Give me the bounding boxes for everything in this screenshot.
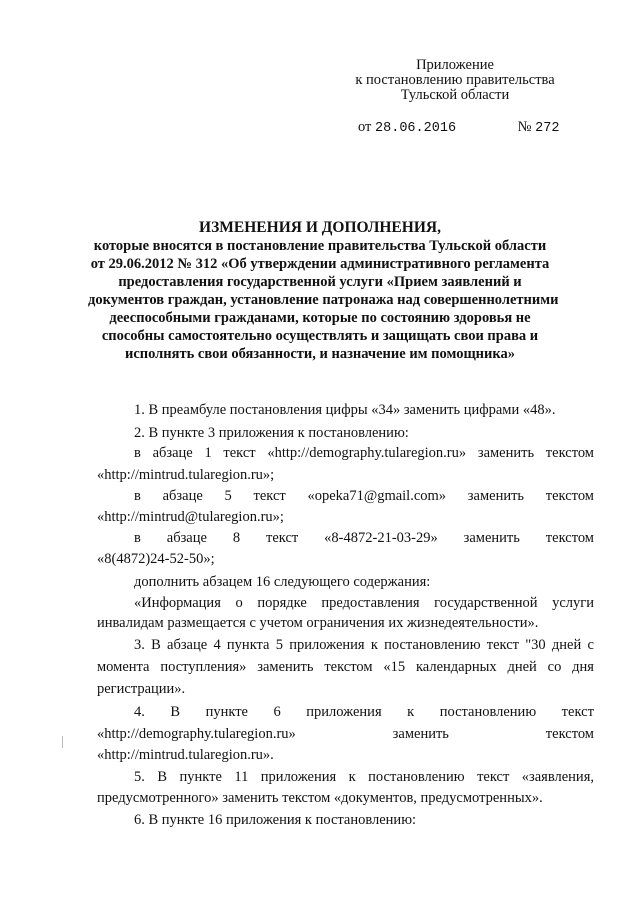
paragraph-5-line-1: [134, 530, 594, 547]
word: текстом: [545, 445, 594, 461]
paragraph-4-line-2: «http://mintrud@tularegion.ru»;: [97, 509, 284, 525]
word: текстом: [545, 488, 594, 504]
word: «http://demography.tularegion.ru»: [97, 726, 296, 742]
word: «15: [383, 659, 406, 675]
word: заменить: [477, 445, 535, 461]
paragraph-8-line-3: регистрации».: [97, 681, 186, 697]
margin-mark: [62, 736, 63, 748]
word: предоставления: [321, 595, 420, 611]
number-label: №: [517, 119, 532, 135]
word: 6: [273, 704, 281, 720]
word: приложения: [260, 769, 337, 785]
date-from-label: от: [358, 119, 372, 135]
word: «заявления,: [521, 769, 594, 785]
word: постановлению: [384, 637, 481, 653]
paragraph-10-line-1: [134, 769, 594, 786]
word: В: [157, 769, 168, 785]
word: услуги: [552, 595, 594, 611]
title-main: ИЗМЕНЕНИЯ И ДОПОЛНЕНИЯ,: [199, 219, 441, 236]
word: текст: [477, 769, 510, 785]
title-line: способны самостоятельно осуществлять и защищать свои права и: [101, 328, 539, 344]
paragraph-2: 2. В пункте 3 приложения к постановлению:: [134, 425, 409, 441]
title-line: дееспособными гражданами, которые по состоянию здоровья не: [109, 310, 531, 326]
appendix-header: [340, 58, 570, 103]
paragraph-7-line-2: инвалидам размещается с учетом ограничения их жизнедеятельности».: [97, 615, 539, 631]
paragraph-9-line-2: [97, 726, 594, 743]
word: момента: [97, 659, 150, 675]
document-title: [88, 219, 559, 363]
word: 11: [234, 769, 249, 785]
word: заменить: [257, 659, 314, 675]
paragraph-1: 1. В преамбуле постановления цифры «34» заменить цифрами «48».: [134, 402, 556, 418]
paragraph-3-line-2: «http://mintrud.tularegion.ru»;: [97, 467, 275, 483]
word: "30: [525, 637, 546, 653]
word: «Информация: [134, 595, 221, 611]
word: пункта: [226, 637, 270, 653]
word: заменить: [467, 488, 525, 504]
word: абзаце: [152, 445, 193, 461]
document-number: 272: [535, 121, 560, 136]
word: государственной: [434, 595, 538, 611]
paragraph-3-line-1: [134, 445, 594, 462]
word: 8: [232, 530, 241, 546]
word: 5: [275, 637, 283, 653]
appendix-line-2: к постановлению правительства: [355, 72, 555, 88]
paragraph-9-line-1: [134, 704, 594, 721]
date-number-line: [358, 119, 559, 136]
title-line: предоставления государственной услуги «Прием заявлений и: [118, 274, 522, 290]
word: к: [370, 637, 378, 653]
paragraph-4-line-1: [134, 488, 594, 505]
word: порядке: [257, 595, 307, 611]
title-line: от 29.06.2012 № 312 «Об утверждении административного регламента: [90, 256, 550, 272]
word: 5.: [134, 769, 145, 785]
word: в: [134, 488, 141, 504]
word: абзаце: [166, 530, 207, 546]
word: пункте: [179, 769, 222, 785]
word: приложения: [289, 637, 365, 653]
word: В: [170, 704, 181, 720]
word: постановлению: [439, 704, 537, 720]
word: дней: [507, 659, 537, 675]
title-line: документов граждан, установление патронажа над совершеннолетними: [88, 292, 559, 308]
word: к: [407, 704, 415, 720]
word: текст: [486, 637, 520, 653]
appendix-line-1: Приложение: [416, 57, 494, 73]
word: 4.: [134, 704, 145, 720]
word: текст: [253, 488, 286, 504]
word: приложения: [306, 704, 382, 720]
word: абзаце: [167, 637, 208, 653]
paragraph-8-line-1: [134, 637, 594, 654]
word: к: [348, 769, 356, 785]
word: текст: [561, 704, 594, 720]
title-line: которые вносятся в постановление правительства Тульской области: [93, 238, 547, 254]
word: заменить: [463, 530, 520, 546]
word: текстом: [324, 659, 373, 675]
word: с: [587, 637, 594, 653]
word: поступления»: [160, 659, 247, 675]
word: дня: [572, 659, 594, 675]
word: 1: [204, 445, 212, 461]
word: дней: [551, 637, 582, 653]
appendix-line-3: Тульской области: [400, 87, 510, 103]
word: со: [547, 659, 562, 675]
paragraph-7-line-1: [134, 595, 594, 612]
word: в: [134, 445, 141, 461]
word: о: [235, 595, 243, 611]
paragraph-9-line-3: «http://mintrud.tularegion.ru».: [97, 747, 274, 763]
word: абзаце: [162, 488, 203, 504]
paragraph-5-line-2: «8(4872)24-52-50»;: [97, 551, 215, 567]
word: текст: [223, 445, 256, 461]
paragraph-8-line-2: [97, 659, 594, 676]
word: текстом: [545, 726, 594, 742]
word: в: [134, 530, 141, 546]
paragraph-6: дополнить абзацем 16 следующего содержания:: [134, 574, 431, 590]
word: «opeka71@gmail.com»: [307, 488, 447, 504]
title-line: исполнять свои обязанности, и назначение им помощника»: [124, 346, 516, 362]
word: В: [151, 637, 161, 653]
word: 4: [213, 637, 221, 653]
word: текст: [266, 530, 299, 546]
word: заменить: [392, 726, 449, 742]
word: календарных: [415, 659, 497, 675]
word: «8-4872-21-03-29»: [324, 530, 438, 546]
word: 5: [224, 488, 232, 504]
word: «http://demography.tularegion.ru»: [267, 445, 467, 461]
word: пункте: [205, 704, 248, 720]
paragraph-10-line-2: предусмотренного» заменить текстом «документов, предусмотренных».: [97, 790, 543, 806]
paragraph-11: 6. В пункте 16 приложения к постановлению:: [134, 812, 417, 828]
word: постановлению: [368, 769, 465, 785]
word: текстом: [545, 530, 594, 546]
word: 3.: [134, 637, 145, 653]
document-date: 28.06.2016: [375, 121, 457, 136]
